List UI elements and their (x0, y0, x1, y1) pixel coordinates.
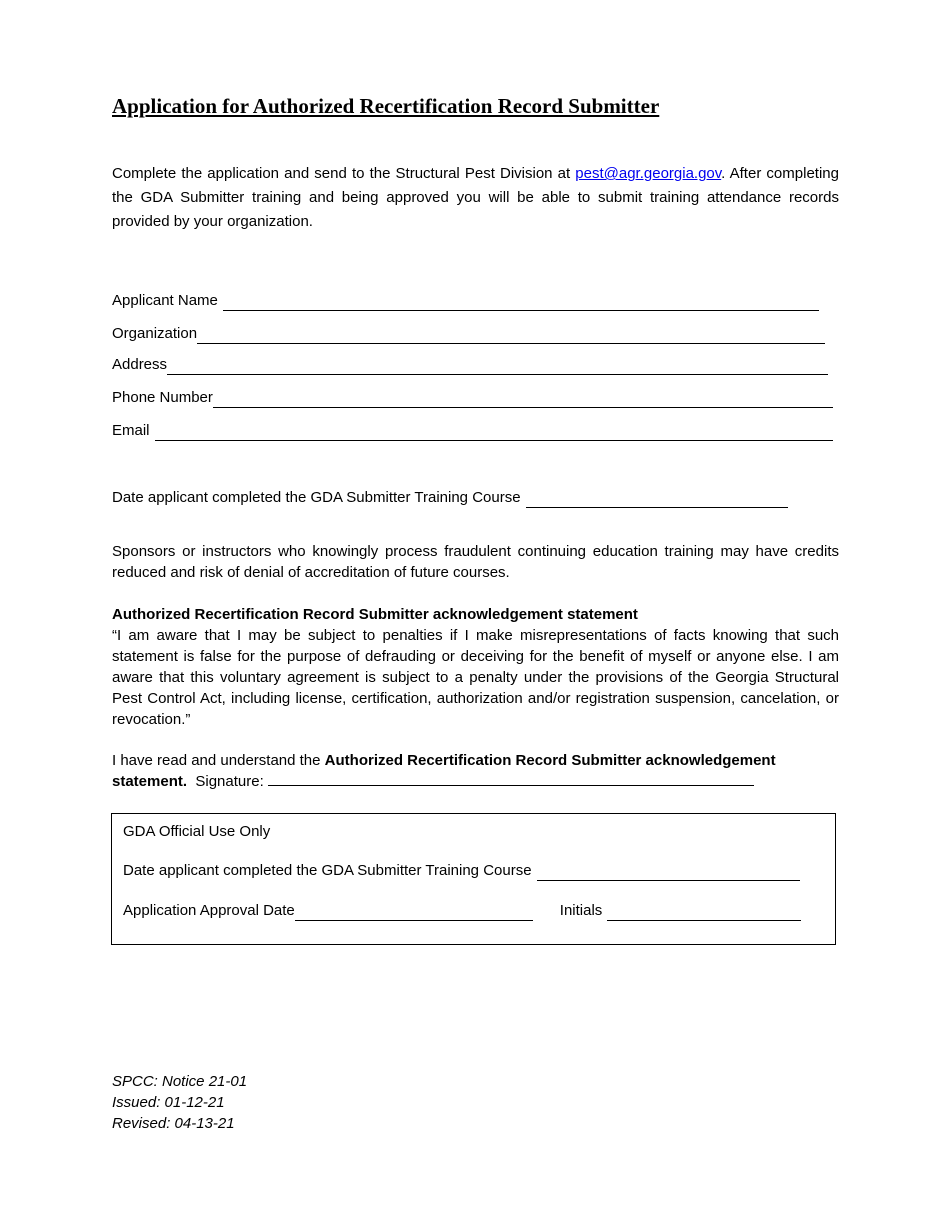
approval-date-label: Application Approval Date (123, 902, 295, 919)
intro-paragraph (112, 162, 839, 234)
approval-date-blank[interactable] (295, 906, 533, 921)
official-training-date-blank[interactable] (537, 866, 800, 881)
email-blank[interactable] (155, 426, 833, 441)
initials-label: Initials (559, 902, 603, 919)
signature-blank[interactable] (268, 771, 754, 786)
organization-blank[interactable] (197, 329, 825, 344)
signature-label: Signature: (195, 773, 264, 790)
official-training-date-field[interactable] (123, 861, 800, 881)
phone-number-blank[interactable] (213, 393, 833, 408)
initials-blank[interactable] (607, 906, 801, 921)
intro-text-after: . After completing the GDA Submitter training and being approved you will be able to submit training attendance records provided by your organization. (112, 165, 839, 230)
organization-field[interactable] (112, 324, 825, 344)
applicant-name-label: Applicant Name (112, 292, 218, 309)
read-and-understand-line (112, 750, 839, 792)
read-bold-statement: Authorized Recertification Record Submitter acknowledgement statement. (112, 752, 776, 790)
fraud-warning: Sponsors or instructors who knowingly process fraudulent continuing education training may have credits reduced and risk of denial of accreditation of future courses. (112, 543, 839, 581)
phone-number-field[interactable] (112, 388, 833, 408)
notice-number: SPCC: Notice 21-01 (112, 1073, 248, 1090)
address-blank[interactable] (167, 360, 828, 375)
issued-date: Issued: 01-12-21 (112, 1094, 225, 1111)
revised-date: Revised: 04-13-21 (112, 1115, 235, 1132)
applicant-name-blank[interactable] (223, 296, 819, 311)
address-field[interactable] (112, 355, 828, 375)
training-date-blank[interactable] (526, 493, 788, 508)
email-label: Email (112, 422, 150, 439)
training-date-label: Date applicant completed the GDA Submitter Training Course (112, 489, 521, 506)
official-use-box (111, 813, 836, 945)
read-prefix: I have read and understand the (112, 752, 325, 769)
email-field[interactable] (112, 421, 833, 441)
division-email-link[interactable]: pest@agr.georgia.gov (575, 165, 722, 182)
applicant-name-field[interactable] (112, 291, 819, 311)
page-title: Application for Authorized Recertification Record Submitter (112, 94, 660, 118)
acknowledgement-statement: “I am aware that I may be subject to penalties if I make misrepresentations of facts knowing that such statement is false for the purpose of defrauding or deceiving for the benefit of myself or anyone else. I am aware that this voluntary agreement is subject to a penalty under the provisions of the Georgia Structural Pest Control Act, including license, certification, authorization and/or registration suspension, cancelation, or revocation.” (112, 627, 839, 728)
official-use-heading: GDA Official Use Only (123, 823, 271, 840)
organization-label: Organization (112, 325, 198, 342)
document-footer (112, 1071, 247, 1134)
official-training-date-label: Date applicant completed the GDA Submitter Training Course (123, 862, 532, 879)
intro-text-before: Complete the application and send to the Structural Pest Division at (112, 165, 576, 182)
phone-number-label: Phone Number (112, 389, 213, 406)
approval-date-field[interactable] (123, 901, 801, 921)
training-date-field[interactable] (112, 488, 788, 508)
acknowledgement-heading: Authorized Recertification Record Submitter acknowledgement statement (112, 606, 638, 623)
address-label: Address (112, 356, 168, 373)
